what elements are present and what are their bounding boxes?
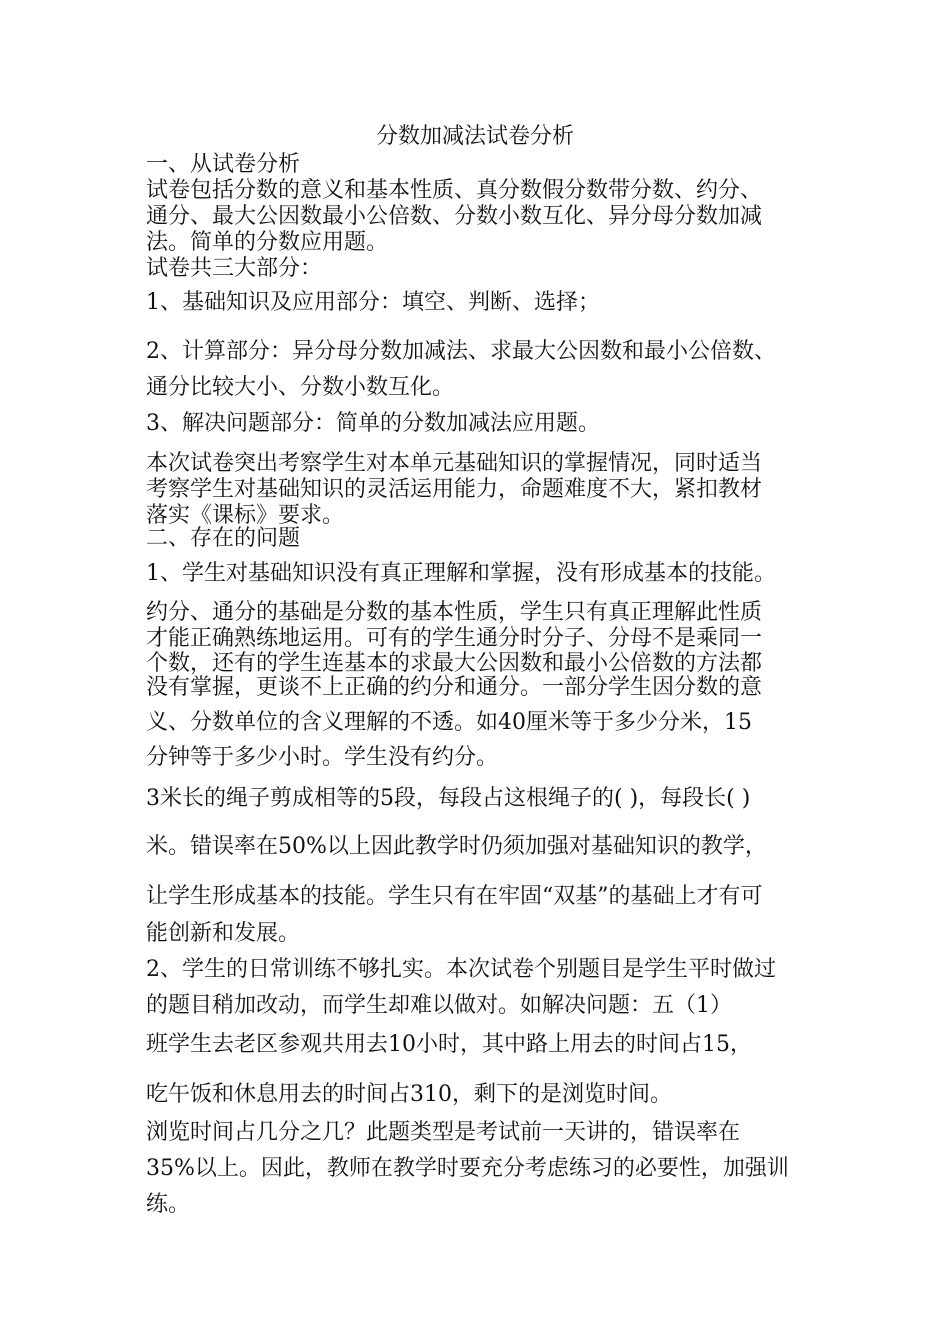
text-line: 3米长的绳子剪成相等的5段，每段占这根绳子的( )，每段长( ) <box>146 786 751 811</box>
text-line: 1、基础知识及应用部分：填空、判断、选择； <box>146 290 600 315</box>
text-line: 练。 <box>146 1192 191 1217</box>
text-line: 能创新和发展。 <box>146 921 301 946</box>
text-line: 3、解决问题部分：简单的分数加减法应用题。 <box>146 411 600 436</box>
text-line: 米。错误率在50%以上因此教学时仍须加强对基础知识的教学， <box>146 834 767 859</box>
text-line: 吃午饭和休息用去的时间占310，剩下的是浏览时间。 <box>146 1082 672 1107</box>
text-line: 2、学生的日常训练不够扎实。本次试卷个别题目是学生平时做过 <box>146 957 776 982</box>
section-heading: 二、存在的问题 <box>146 526 301 551</box>
text-line: 约分、通分的基础是分数的基本性质，学生只有真正理解此性质 <box>146 600 763 625</box>
text-line: 班学生去老区参观共用去10小时，其中路上用去的时间占15， <box>146 1032 752 1057</box>
text-line: 的题目稍加改动，而学生却难以做对。如解决问题：五（1） <box>146 993 732 1018</box>
text-line: 35%以上。因此，教师在教学时要充分考虑练习的必要性，加强训 <box>146 1156 789 1181</box>
text-line: 考察学生对基础知识的灵活运用能力，命题难度不大，紧扣教材 <box>146 477 763 502</box>
text-line: 才能正确熟练地运用。可有的学生通分时分子、分母不是乘同一 <box>146 626 763 651</box>
text-line: 分钟等于多少小时。学生没有约分。 <box>146 745 499 770</box>
section-heading: 一、从试卷分析 <box>146 152 301 177</box>
document-title: 分数加减法试卷分析 <box>375 124 574 149</box>
text-line: 法。简单的分数应用题。 <box>146 230 389 255</box>
text-line: 个数，还有的学生连基本的求最大公因数和最小公倍数的方法都 <box>146 651 763 676</box>
text-line: 1、学生对基础知识没有真正理解和掌握，没有形成基本的技能。 <box>146 561 776 586</box>
text-line: 让学生形成基本的技能。学生只有在牢固“双基”的基础上才有可 <box>146 884 763 909</box>
text-line: 没有掌握，更谈不上正确的约分和通分。一部分学生因分数的意 <box>146 675 763 700</box>
text-line: 通分、最大公因数最小公倍数、分数小数互化、异分母分数加减 <box>146 204 763 229</box>
text-line: 通分比较大小、分数小数互化。 <box>146 375 455 400</box>
text-line: 试卷共三大部分： <box>146 256 323 281</box>
text-line: 落实《课标》要求。 <box>146 503 345 528</box>
text-line: 2、计算部分：异分母分数加减法、求最大公因数和最小公倍数、 <box>146 339 776 364</box>
text-line: 浏览时间占几分之几？此题类型是考试前一天讲的，错误率在 <box>146 1120 741 1145</box>
text-line: 义、分数单位的含义理解的不透。如40厘米等于多少分米，15 <box>146 710 752 735</box>
text-line: 本次试卷突出考察学生对本单元基础知识的掌握情况，同时适当 <box>146 451 763 476</box>
text-line: 试卷包括分数的意义和基本性质、真分数假分数带分数、约分、 <box>146 178 763 203</box>
